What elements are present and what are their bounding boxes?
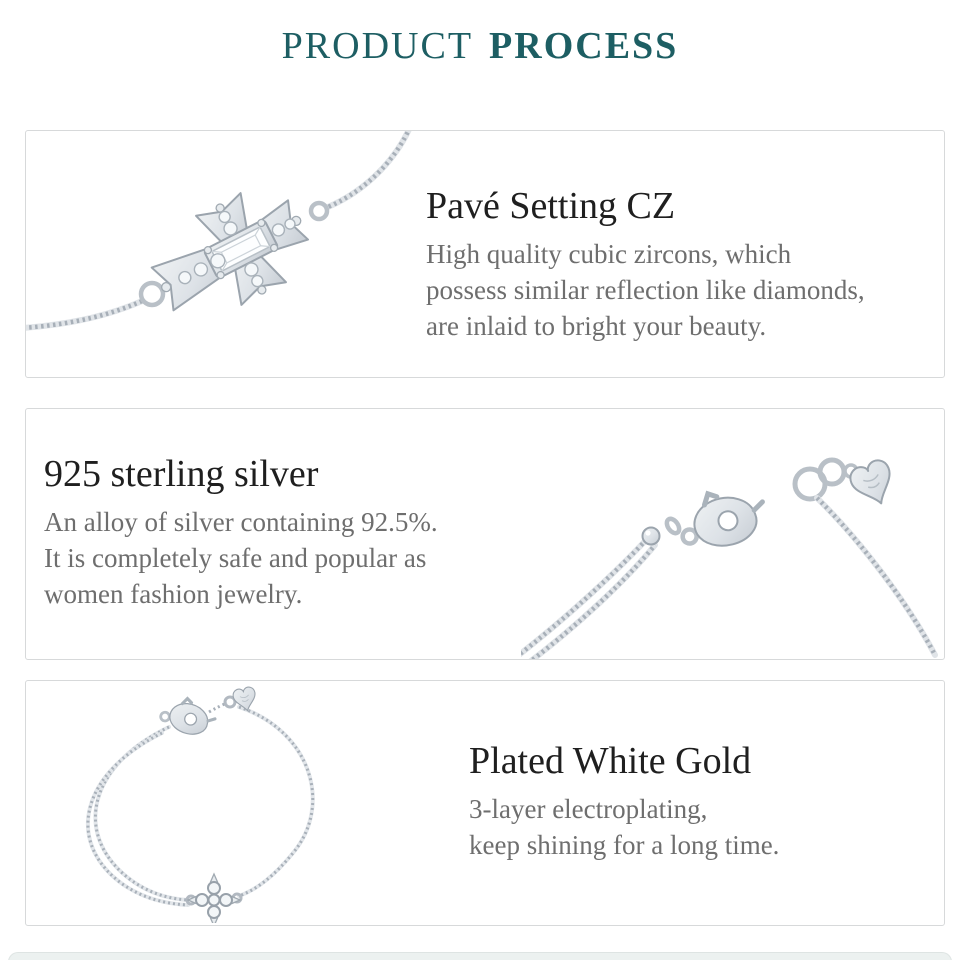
box-chain-lower — [26, 301, 142, 328]
jump-ring — [311, 203, 327, 219]
title-word-process: PROCESS — [489, 25, 679, 67]
jump-ring — [141, 283, 163, 305]
body-line: keep shining for a long time. — [469, 830, 780, 860]
title-word-product: PRODUCT — [281, 25, 474, 67]
lobster-clasp — [158, 693, 218, 739]
body-line: are inlaid to bright your beauty. — [426, 311, 767, 341]
small-cross-charm — [187, 874, 241, 923]
oval-link — [664, 517, 681, 536]
section-copy — [426, 184, 936, 344]
clasp-chain-photo — [521, 409, 943, 659]
body-line: High quality cubic zircons, which — [426, 239, 792, 269]
jump-ring — [820, 460, 844, 484]
section-heading: Pavé Setting CZ — [426, 185, 676, 227]
section-heading: Plated White Gold — [469, 740, 752, 782]
cross-charm-photo — [26, 131, 446, 377]
slider-bead — [643, 528, 660, 545]
section-copy — [44, 452, 514, 612]
section-plated-white-gold — [25, 680, 945, 926]
body-line: women fashion jewelry. — [44, 579, 303, 609]
section-description — [469, 791, 929, 863]
section-description — [44, 504, 514, 612]
page-title — [0, 24, 960, 70]
bracelet-left-chains — [88, 727, 188, 905]
full-bracelet-photo — [31, 681, 351, 923]
clasp-chain-illustration — [521, 409, 943, 659]
section-pave-setting-cz — [25, 130, 945, 378]
body-line: An alloy of silver containing 92.5%. — [44, 507, 438, 537]
section-description — [426, 236, 936, 344]
cz-cross-charm — [139, 174, 323, 333]
body-line: It is completely safe and popular as — [44, 543, 427, 573]
section-copy — [469, 739, 929, 863]
bead-highlight — [645, 530, 650, 535]
next-section-edge — [8, 952, 952, 960]
body-line: 3-layer electroplating, — [469, 794, 708, 824]
box-chain-double — [521, 539, 655, 659]
section-heading: 925 sterling silver — [44, 453, 319, 495]
cross-charm-illustration — [26, 131, 446, 377]
bracelet-right-chain — [239, 707, 313, 896]
body-line: possess similar reflection like diamonds, — [426, 275, 865, 305]
box-chain-single — [817, 498, 935, 655]
lobster-clasp — [674, 481, 771, 555]
heart-tag — [232, 686, 258, 713]
box-chain-upper — [328, 131, 410, 207]
full-bracelet-illustration — [31, 681, 351, 923]
section-925-sterling-silver — [25, 408, 945, 660]
